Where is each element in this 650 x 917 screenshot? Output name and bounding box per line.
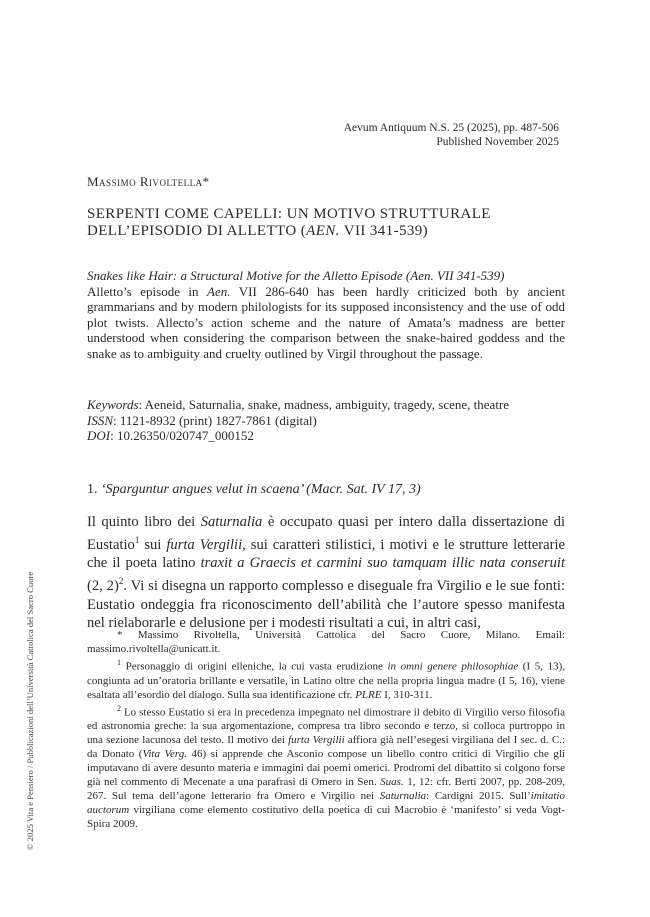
body-italic: furta Vergilii bbox=[166, 537, 243, 554]
body-text: (2, 2) bbox=[87, 578, 119, 595]
body-text: è occupato quasi per intero dalla dissertazione di Eustatio bbox=[87, 514, 565, 554]
title-italic: AEN. bbox=[306, 223, 340, 239]
title-text: DELL’EPISODIO DI ALLETTO ( bbox=[87, 223, 307, 239]
body-text: sui bbox=[139, 537, 167, 554]
footnote-1 bbox=[87, 656, 565, 702]
abstract bbox=[87, 268, 565, 362]
issn-value: : 1121-8932 (print) 1827-7861 (digital) bbox=[113, 412, 317, 428]
doi-line bbox=[87, 428, 509, 444]
abstract-title: Snakes like Hair: a Structural Motive for the Alletto Episode (Aen. VII 341-539) bbox=[87, 268, 505, 283]
footnote-ref-2[interactable]: 2 bbox=[118, 576, 124, 587]
footnote-text: Lo stesso Eustatio si era in precedenza impegnato nel dimostrare il debito di Virgilio verso filosofia ed astronomia greche: la sua argomentazione, compresa tra libro secondo e terzo, si colloca purtroppo in una sezione lacunosa del testo. Il motivo dei bbox=[87, 706, 565, 747]
article-title bbox=[87, 206, 557, 240]
body-text: , sui caratteri stilistici, i motivi e le strutture letterarie che il poeta latino bbox=[87, 537, 565, 572]
footnote-number: 1 bbox=[117, 658, 121, 667]
footnote-italic: Vita Verg. bbox=[142, 748, 188, 761]
abstract-text-b: VII 286-640 has been hardly criticized both by ancient grammarians and by modern philologists for its supposed inconsistency and the use of odd plot twists. Allecto’s action scheme and the nature of Amata’s madness are better understood when considering the comparison between the snake-haired goddess and the snake as to ambiguity and cruelty outlined by Virgil throughout the passage. bbox=[87, 283, 565, 361]
footnote-italic: Saturnalia bbox=[379, 790, 427, 803]
footnote-text: : Cardigni 2015. Sull’ bbox=[426, 790, 531, 803]
footnote-2 bbox=[87, 702, 565, 832]
footnote-author: * Massimo Rivoltella, Università Cattolica del Sacro Cuore, Milano. Email: massimo.rivoltella@unicatt.it. bbox=[87, 629, 565, 655]
doi-value: : 10.26350/020747_000152 bbox=[110, 428, 254, 444]
journal-header bbox=[344, 121, 559, 149]
footnote-italic: PLRE bbox=[355, 688, 382, 701]
footnote-text: Personaggio di origini elleniche, la cui vasta erudizione bbox=[121, 660, 388, 673]
issn-line bbox=[87, 413, 509, 429]
footnote-italic: in omni genere philosophiae bbox=[387, 660, 519, 673]
section-number: 1. bbox=[87, 482, 101, 497]
title-line-2 bbox=[87, 223, 557, 240]
footnote-ref-1[interactable]: 1 bbox=[134, 535, 140, 546]
body-italic: traxit a Graecis et carmini suo tamquam illic nata conseruit bbox=[200, 555, 566, 572]
footnote-text: affiora già nell’esegesi virgiliana del I sec. d. C.: da Donato ( bbox=[87, 734, 566, 761]
body-text: Il quinto libro dei bbox=[87, 514, 201, 530]
title-text-end: VII 341-539) bbox=[339, 223, 429, 239]
keywords-label: Keywords bbox=[87, 397, 139, 412]
footnote-italic: Suas. bbox=[380, 776, 404, 789]
abstract-text-a: Alletto’s episode in bbox=[87, 283, 208, 299]
footnote-text: (I 5, 13), congiunta ad un’oratoria brillante e versatile, in Latino oltre che nella propria lingua madre (I 5, 16), viene esaltata all’esordio del dialogo. Sulla sua identificazione cfr. bbox=[87, 660, 565, 701]
footnote-number: 2 bbox=[117, 703, 121, 713]
section-heading bbox=[87, 482, 421, 498]
title-line-1: SERPENTI COME CAPELLI: UN MOTIVO STRUTTURALE bbox=[87, 206, 491, 222]
copyright-sidebar: © 2025 Vita e Pensiero / Pubblicazioni dell’Università Cattolica del Sacro Cuore bbox=[25, 571, 35, 850]
body-paragraph bbox=[87, 513, 565, 632]
abstract-text bbox=[87, 284, 565, 361]
publication-date: Published November 2025 bbox=[436, 136, 559, 148]
footnote-italic: furta Vergilii bbox=[288, 734, 345, 747]
section-title: ‘Sparguntur angues velut in scaena’ (Macr. Sat. IV 17, 3) bbox=[101, 482, 421, 497]
footnote-text: 46) si apprende che Asconio compose un libello contro critici di Virgilio che gli imputavano di avere desunto materia e immagini dai poemi omerici. Prodromi del dibattito si colgono forse già nel commento di Mecenate a una parafrasi di Omero in Sen. bbox=[87, 748, 565, 789]
doi-label: DOI bbox=[87, 428, 111, 444]
issn-label: ISSN bbox=[87, 412, 113, 428]
keywords-line bbox=[87, 397, 509, 413]
footnotes bbox=[87, 628, 565, 831]
author-name: Massimo Rivoltella* bbox=[87, 174, 210, 189]
abstract-italic: Aen. bbox=[207, 283, 231, 299]
body-italic: Saturnalia bbox=[200, 514, 263, 530]
article-metadata bbox=[87, 397, 509, 444]
footnote-text: I, 310-311. bbox=[381, 688, 433, 701]
footnote-text: 1, 12: cfr. Berti 2007, pp. 208-209, 267. Sul tema dell’agone letterario fra Omero e Virgilio nei bbox=[87, 776, 565, 803]
journal-citation: Aevum Antiquum N.S. 25 (2025), pp. 487-506 bbox=[343, 122, 559, 134]
footnote-text: virgiliana come elemento costitutivo della poetica di cui Macrobio è ‘manifesto’ si veda Vogt-Spira 2009. bbox=[87, 804, 565, 831]
body-text: . Vi si disegna un rapporto complesso e diseguale fra Virgilio e le sue fonti: Eustatio ondeggia fra riconoscimento dell’abilità che l’autore spesso manifesta nel rielaborarle e delusione per i modesti risultati a cui, in altri casi, bbox=[87, 578, 565, 631]
keywords-value: : Aeneid, Saturnalia, snake, madness, ambiguity, tragedy, scene, theatre bbox=[138, 397, 510, 412]
footnote-italic: imitatio auctorum bbox=[87, 790, 565, 817]
